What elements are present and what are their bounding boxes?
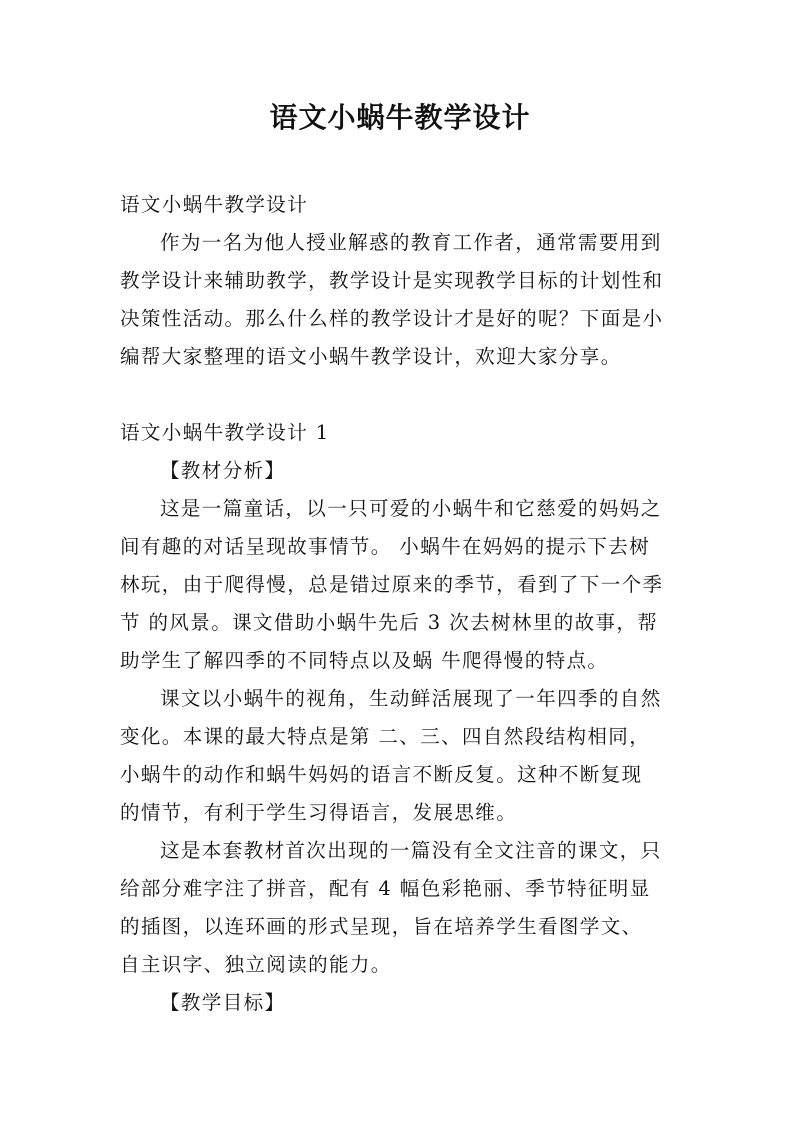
- analysis-paragraph-1: [120, 490, 686, 680]
- paragraph-line: 给部分难字注了拼音，配有 4 幅色彩艳丽、季节特征明显: [120, 877, 651, 900]
- intro-line: 编帮大家整理的语文小蜗牛教学设计，欢迎大家分享。: [120, 345, 622, 368]
- paragraph-line: 的插图，以连环画的形式呈现，旨在培养学生看图学文、: [120, 915, 643, 938]
- paragraph-line: 这是一篇童话，以一只可爱的小蜗牛和它慈爱的妈妈之: [160, 497, 662, 520]
- document-title: 语文小蜗牛教学设计: [269, 101, 531, 134]
- section-heading: 语文小蜗牛教学设计 1: [120, 421, 330, 444]
- paragraph-line: 节 的风景。课文借助小蜗牛先后 3 次去树林里的故事，帮: [120, 611, 659, 634]
- paragraph-line: 助学生了解四季的不同特点以及蜗 牛爬得慢的特点。: [120, 649, 609, 672]
- document-body: [120, 186, 686, 1022]
- subtitle: 语文小蜗牛教学设计: [120, 193, 309, 216]
- paragraph-line: 的情节，有利于学生习得语言，发展思维。: [120, 801, 518, 824]
- goals-heading: 【教学目标】: [160, 991, 286, 1014]
- intro-line: 决策性活动。那么什么样的教学设计才是好的呢？下面是小: [120, 307, 664, 330]
- paragraph-line: 变化。本课的最大特点是第 二、三、四自然段结构相同，: [120, 725, 651, 748]
- intro-line: 教学设计来辅助教学，教学设计是实现教学目标的计划性和: [120, 269, 664, 292]
- paragraph-line: 间有趣的对话呈现故事情节。 小蜗牛在妈妈的提示下去树: [120, 535, 651, 558]
- paragraph-line: 小蜗牛的动作和蜗牛妈妈的语言不断反复。这种不断复现: [120, 763, 643, 786]
- paragraph-line: 自主识字、独立阅读的能力。: [120, 953, 392, 976]
- analysis-paragraph-3: [120, 832, 686, 984]
- analysis-paragraph-2: [120, 680, 686, 832]
- paragraph-line: 课文以小蜗牛的视角，生动鲜活展现了一年四季的自然: [160, 687, 662, 710]
- intro-paragraph: [120, 224, 686, 376]
- paragraph-line: 这是本套教材首次出现的一篇没有全文注音的课文，只: [160, 839, 662, 862]
- spacer: [120, 376, 686, 414]
- intro-line: 作为一名为他人授业解惑的教育工作者，通常需要用到: [160, 231, 662, 254]
- paragraph-line: 林玩，由于爬得慢，总是错过原来的季节，看到了下一个季: [120, 573, 664, 596]
- analysis-heading: 【教材分析】: [160, 459, 286, 482]
